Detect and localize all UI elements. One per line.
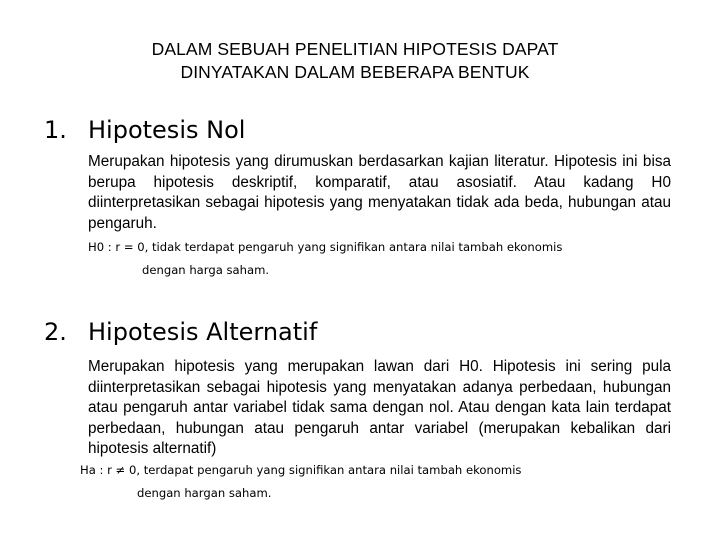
section-body-hipotesis-nol: Merupakan hipotesis yang dirumuskan berdasarkan kajian literatur. Hipotesis ini bisa berupa hipotesis deskriptif, komparatif, atau asosiatif. Atau kadang H0 diinterpretasikan sebagai hipotesis yang menyatakan tidak ada beda, hubungan atau pengaruh. xyxy=(88,153,671,232)
slide-title-line-1: DALAM SEBUAH PENELITIAN HIPOTESIS DAPAT xyxy=(151,39,559,59)
section-body-hipotesis-alternatif: Merupakan hipotesis yang merupakan lawan dari H0. Hipotesis ini sering pula diinterpretasikan sebagai hipotesis yang menyatakan adanya perbedaan, hubungan atau pengaruh antar variabel tidak sama dengan nol. Atau dengan kata lain terdapat perbedaan, hubungan atau pengaruh antar variabel (merupakan kebalikan dari hipotesis alternatif) xyxy=(88,358,671,457)
section-number: 1. xyxy=(44,116,67,144)
formula-h0-line-1: H0 : r = 0, tidak terdapat pengaruh yang signifikan antara nilai tambah ekonomis xyxy=(88,240,563,254)
section-heading-hipotesis-alternatif xyxy=(44,318,317,346)
section-heading-hipotesis-nol xyxy=(44,116,245,144)
slide-title-line-2: DINYATAKAN DALAM BEBERAPA BENTUK xyxy=(180,62,530,82)
slide-title xyxy=(0,38,710,84)
formula-ha-line-1: Ha : r ≠ 0, terdapat pengaruh yang signifikan antara nilai tambah ekonomis xyxy=(80,463,522,477)
section-heading-text: Hipotesis Nol xyxy=(88,116,246,144)
section-heading-text: Hipotesis Alternatif xyxy=(88,318,318,346)
section-number: 2. xyxy=(44,318,67,346)
formula-ha-line-2: dengan hargan saham. xyxy=(137,486,272,500)
formula-h0-line-2: dengan harga saham. xyxy=(142,263,270,277)
